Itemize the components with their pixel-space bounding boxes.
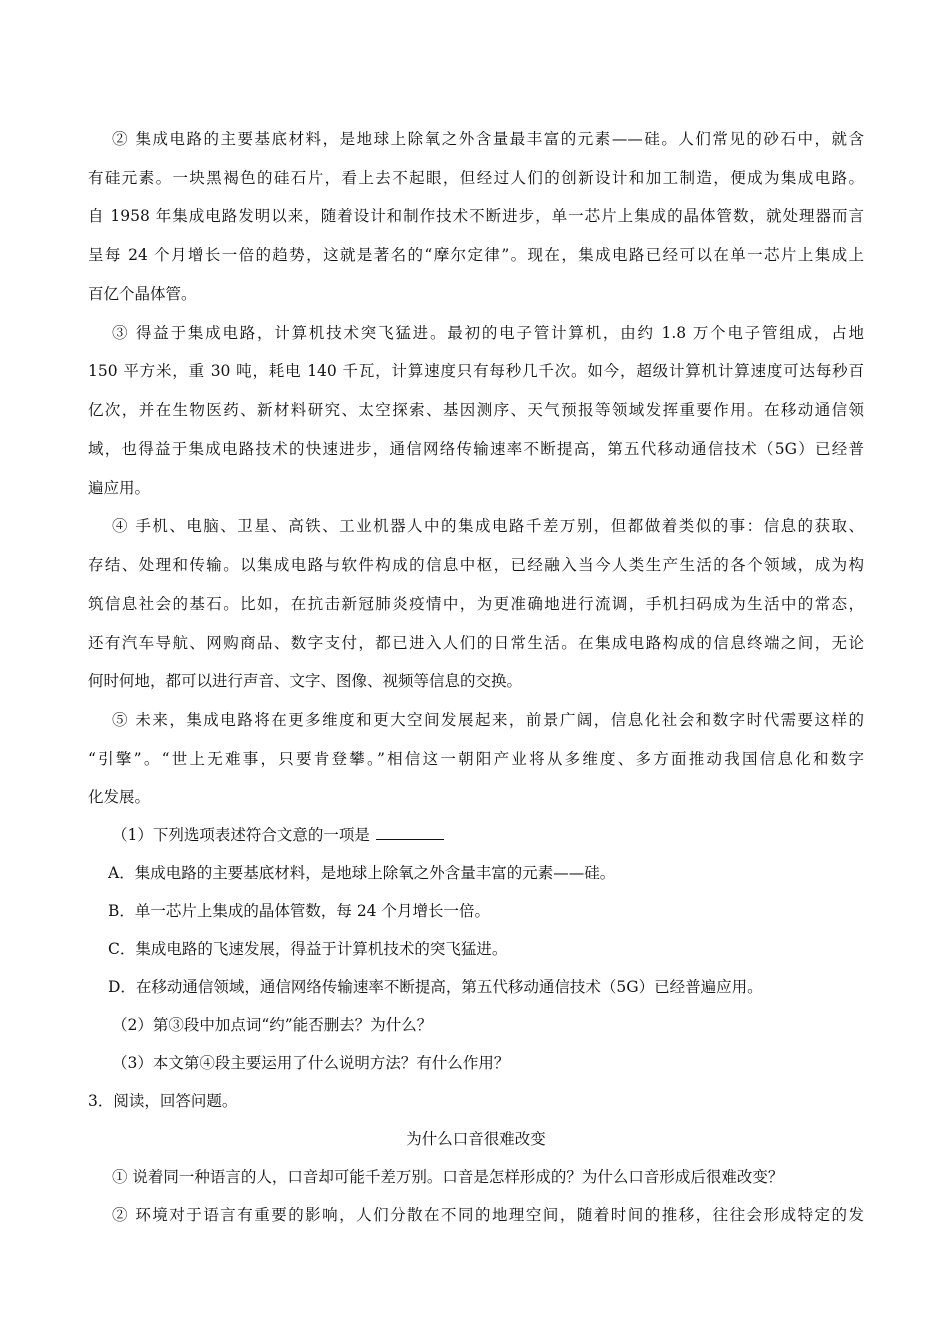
question-2: （2）第③段中加点词“约”能否删去？为什么？ <box>112 1016 433 1034</box>
paragraph-3-line: 域，也得益于集成电路技术的快速进步，通信网络传输速率不断提高，第五代移动通信技术（5G）已经普 <box>88 440 864 458</box>
paragraph-4-line: 何时何地，都可以进行声音、文字、图像、视频等信息的交换。 <box>88 672 523 690</box>
question-3: （3）本文第④段主要运用了什么说明方法？有什么作用？ <box>112 1054 510 1072</box>
paragraph-4-line: 筑信息社会的基石。比如，在抗击新冠肺炎疫情中，为更准确地进行流调，手机扫码成为生活中的常态， <box>88 595 864 613</box>
paragraph-3-line: ③ 得益于集成电路，计算机技术突飞猛进。最初的电子管计算机，由约 1.8 万个电子管组成，占地 <box>112 324 864 342</box>
option-a: A．集成电路的主要基底材料，是地球上除氧之外含量丰富的元素——硅。 <box>108 864 616 882</box>
section-3-paragraph-2: ② 环境对于语言有重要的影响，人们分散在不同的地理空间，随着时间的推移，往往会形成特定的发 <box>112 1206 864 1224</box>
question-1-text: （1）下列选项表述符合文意的一项是 <box>112 826 370 844</box>
paragraph-4-line: 存结、处理和传输。以集成电路与软件构成的信息中枢，已经融入当今人类生产生活的各个领域，成为构 <box>88 556 864 574</box>
section-3-header: 3．阅读，回答问题。 <box>88 1092 238 1110</box>
paragraph-5-line: ⑤ 未来，集成电路将在更多维度和更大空间发展起来，前景广阔，信息化社会和数字时代需要这样的 <box>112 711 864 729</box>
question-1 <box>112 825 864 845</box>
paragraph-3-line: 亿次，并在生物医药、新材料研究、太空探索、基因测序、天气预报等领域发挥重要作用。在移动通信领 <box>88 401 864 419</box>
option-d: D．在移动通信领域，通信网络传输速率不断提高，第五代移动通信技术（5G）已经普遍应用。 <box>108 978 763 996</box>
paragraph-2-line: 百亿个晶体管。 <box>88 285 197 303</box>
option-b: B．单一芯片上集成的晶体管数，每 24 个月增长一倍。 <box>108 902 490 920</box>
paragraph-4-line: ④ 手机、电脑、卫星、高铁、工业机器人中的集成电路千差万别，但都做着类似的事：信息的获取、 <box>112 517 864 535</box>
paragraph-2-line: 呈每 24 个月增长一倍的趋势，这就是著名的“摩尔定律”。现在，集成电路已经可以在单一芯片上集成上 <box>88 246 864 264</box>
paragraph-2-line: 自 1958 年集成电路发明以来，随着设计和制作技术不断进步，单一芯片上集成的晶体管数，就处理器而言 <box>88 207 864 225</box>
paragraph-3-line: 150 平方米，重 30 吨，耗电 140 千瓦，计算速度只有每秒几千次。如今，超级计算机计算速度可达每秒百 <box>88 362 864 380</box>
paragraph-2-line: 有硅元素。一块黑褐色的硅石片，看上去不起眼，但经过人们的创新设计和加工制造，便成为集成电路。 <box>88 169 864 187</box>
option-c: C．集成电路的飞速发展，得益于计算机技术的突飞猛进。 <box>108 940 508 958</box>
paragraph-2-line: ② 集成电路的主要基底材料，是地球上除氧之外含量最丰富的元素——硅。人们常见的砂石中，就含 <box>112 130 864 148</box>
answer-blank[interactable] <box>376 825 444 840</box>
paragraph-3-line: 遍应用。 <box>88 479 151 497</box>
paragraph-4-line: 还有汽车导航、网购商品、数字支付，都已进入人们的日常生活。在集成电路构成的信息终端之间，无论 <box>88 634 864 652</box>
paragraph-5-line: 化发展。 <box>88 788 151 806</box>
section-3-paragraph-1: ① 说着同一种语言的人，口音却可能千差万别。口音是怎样形成的？为什么口音形成后很难改变？ <box>112 1168 784 1186</box>
paragraph-5-line: “引擎”。“世上无难事，只要肯登攀。”相信这一朝阳产业将从多维度、多方面推动我国信息化和数字 <box>88 750 864 768</box>
article-title: 为什么口音很难改变 <box>406 1130 546 1148</box>
